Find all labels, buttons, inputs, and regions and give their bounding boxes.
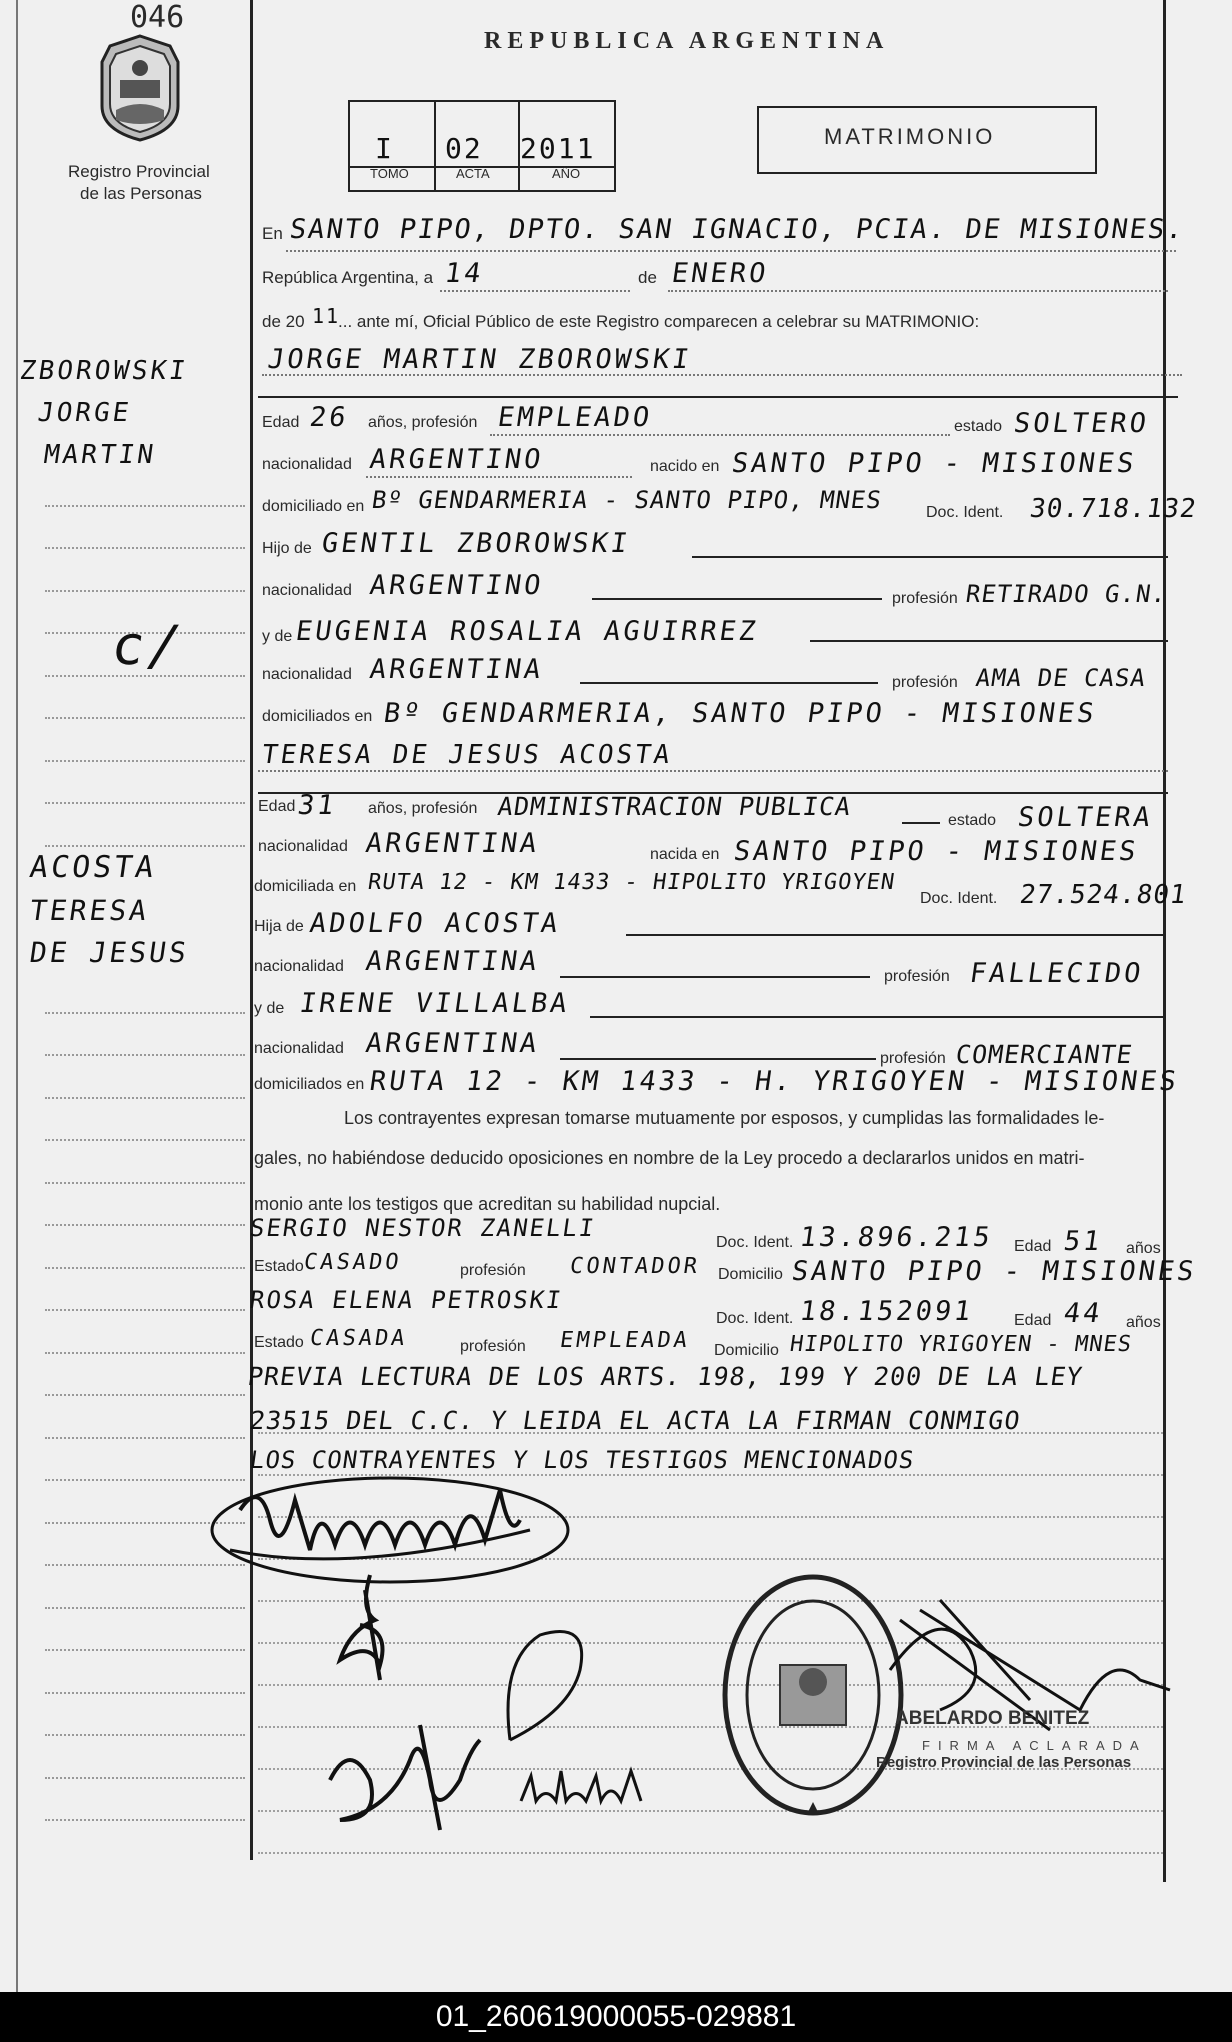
anio-value: 2011 bbox=[520, 132, 596, 165]
groom-nacionalidad-label: nacionalidad bbox=[262, 456, 352, 473]
bride-father-profesion: FALLECIDO bbox=[967, 958, 1146, 989]
groom-mother: EUGENIA ROSALIA AGUIRREZ bbox=[293, 616, 761, 647]
marriage-month: ENERO bbox=[669, 258, 771, 289]
witness-2-domicilio: HIPOLITO YRIGOYEN - MNES bbox=[788, 1332, 1134, 1357]
margin-groom-surname: ZBOROWSKI bbox=[17, 356, 190, 386]
marriage-day: 14 bbox=[442, 258, 486, 289]
groom-father-profesion: RETIRADO G.N. bbox=[964, 580, 1169, 608]
bride-parents-domicilio-label: domiciliados en bbox=[254, 1076, 365, 1093]
bride-doc-label: Doc. Ident. bbox=[920, 890, 998, 907]
witness-2-profesion-label: profesión bbox=[460, 1338, 526, 1355]
groom-mother-profesion-label: profesión bbox=[892, 674, 958, 691]
bride-mother-profesion-label: profesión bbox=[880, 1050, 946, 1067]
bride-estado: SOLTERA bbox=[1015, 802, 1155, 833]
groom-nacido-label: nacido en bbox=[650, 458, 720, 475]
bride-domicilio: RUTA 12 - KM 1433 - HIPOLITO YRIGOYEN bbox=[366, 870, 897, 895]
groom-edad: 26 bbox=[307, 402, 351, 433]
republica-label: República Argentina, a bbox=[262, 268, 434, 287]
witness-2-domicilio-label: Domicilio bbox=[714, 1342, 779, 1359]
place-of-marriage: SANTO PIPO, DPTO. SAN IGNACIO, PCIA. DE MISIONES. bbox=[287, 214, 1187, 245]
witness-1-estado-label: Estado bbox=[254, 1258, 304, 1275]
groom-mother-nacionalidad-label: nacionalidad bbox=[262, 666, 352, 683]
groom-anios-profesion-label: años, profesión bbox=[368, 414, 478, 431]
bride-father-nacionalidad-label: nacionalidad bbox=[254, 958, 344, 975]
witness-1-doc: 13.896.215 bbox=[797, 1222, 995, 1253]
witness-1-name: SERGIO NESTOR ZANELLI bbox=[248, 1214, 598, 1242]
witness-2-anios-label: años bbox=[1126, 1314, 1161, 1331]
groom-domicilio-label: domiciliado en bbox=[262, 498, 365, 515]
left-page-edge bbox=[16, 0, 18, 1992]
margin-groom-first-name: JORGE bbox=[35, 398, 134, 428]
witness-1-profesion-label: profesión bbox=[460, 1262, 526, 1279]
groom-estado: SOLTERO bbox=[1011, 408, 1151, 439]
bride-name: TERESA DE JESUS ACOSTA bbox=[259, 740, 675, 770]
declaration-line-2: gales, no habiéndose deducido oposiciones en nombre de la Ley procedo a declararlos unidos en matri- bbox=[254, 1148, 1085, 1168]
groom-father-profesion-label: profesión bbox=[892, 590, 958, 607]
bride-domicilio-label: domiciliada en bbox=[254, 878, 357, 895]
bride-mother: IRENE VILLALBA bbox=[297, 988, 572, 1019]
bride-mother-nacionalidad-label: nacionalidad bbox=[254, 1040, 344, 1057]
margin-bride-middle-name: DE JESUS bbox=[27, 936, 192, 969]
groom-parents-domicilio-label: domiciliados en bbox=[262, 708, 373, 725]
margin-groom-middle-name: MARTIN bbox=[41, 440, 159, 470]
year-suffix: 11 bbox=[312, 304, 341, 328]
witness-2-name: ROSA ELENA PETROSKI bbox=[248, 1286, 565, 1314]
bride-father-profesion-label: profesión bbox=[884, 968, 950, 985]
bride-mother-nacionalidad: ARGENTINA bbox=[363, 1028, 542, 1059]
witness-2-estado-label: Estado bbox=[254, 1334, 304, 1351]
groom-parents-domicilio: Bº GENDARMERIA, SANTO PIPO - MISIONES bbox=[381, 698, 1099, 729]
groom-nacido-en: SANTO PIPO - MISIONES bbox=[729, 448, 1139, 479]
anio-label: AÑO bbox=[552, 166, 581, 181]
bride-nacionalidad-label: nacionalidad bbox=[258, 838, 348, 855]
groom-mother-profesion: AMA DE CASA bbox=[974, 664, 1148, 692]
groom-yde-label: y de bbox=[262, 628, 293, 645]
registry-name-line-1: Registro Provincial bbox=[68, 162, 210, 181]
bride-mother-profesion: COMERCIANTE bbox=[953, 1040, 1135, 1069]
official-registry: Registro Provincial de las Personas bbox=[876, 1754, 1132, 1771]
witness-1-doc-label: Doc. Ident. bbox=[716, 1234, 794, 1251]
bride-estado-label: estado bbox=[948, 812, 997, 829]
en-label: En bbox=[262, 224, 283, 243]
groom-doc-label: Doc. Ident. bbox=[926, 504, 1004, 521]
bride-edad-label: Edad bbox=[258, 798, 296, 815]
groom-hijo-label: Hijo de bbox=[262, 540, 312, 557]
witness-2-estado: CASADA bbox=[308, 1326, 410, 1351]
bride-doc: 27.524.801 bbox=[1017, 880, 1189, 910]
margin-bride-first-name: TERESA bbox=[27, 894, 152, 927]
scan-identifier: 01_260619000055-029881 bbox=[0, 1992, 1232, 2042]
groom-father-nacionalidad: ARGENTINO bbox=[367, 570, 546, 601]
groom-father-nacionalidad-label: nacionalidad bbox=[262, 582, 352, 599]
groom-doc: 30.718.132 bbox=[1027, 494, 1199, 524]
declaration-line-3: monio ante los testigos que acreditan su habilidad nupcial. bbox=[254, 1194, 721, 1214]
witness-1-signature bbox=[320, 1720, 490, 1840]
witness-2-edad: 44 bbox=[1061, 1298, 1105, 1329]
declaration-line-1: Los contrayentes expresan tomarse mutuamente por esposos, y cumplidas las formalidades le- bbox=[344, 1108, 1105, 1128]
registry-name-line-2: de las Personas bbox=[80, 184, 202, 203]
bride-signature bbox=[320, 1570, 420, 1690]
groom-domicilio: Bº GENDARMERIA - SANTO PIPO, MNES bbox=[370, 486, 884, 514]
tomo-value: I bbox=[375, 132, 394, 165]
margin-con-mark: c/ bbox=[107, 614, 188, 677]
bride-edad: 31 bbox=[295, 790, 339, 821]
act-type: MATRIMONIO bbox=[824, 124, 996, 149]
groom-profesion: EMPLEADO bbox=[495, 402, 655, 433]
witness-2-edad-label: Edad bbox=[1014, 1312, 1052, 1329]
bride-hija-label: Hija de bbox=[254, 918, 304, 935]
bride-profesion: ADMINISTRACION PUBLICA bbox=[495, 792, 854, 821]
groom-nacionalidad: ARGENTINO bbox=[367, 444, 546, 475]
witness-1-domicilio: SANTO PIPO - MISIONES bbox=[789, 1256, 1199, 1287]
groom-name: JORGE MARTIN ZBOROWSKI bbox=[265, 344, 694, 375]
official-firma-aclarada: FIRMA ACLARADA bbox=[922, 1738, 1147, 1753]
bride-nacida-en: SANTO PIPO - MISIONES bbox=[731, 836, 1141, 867]
groom-estado-label: estado bbox=[954, 418, 1003, 435]
closing-line-1: PREVIA LECTURA DE LOS ARTS. 198, 199 Y 200 DE LA LEY bbox=[245, 1362, 1085, 1391]
closing-line-2: 23515 DEL C.C. Y LEIDA EL ACTA LA FIRMAN CONMIGO bbox=[247, 1406, 1023, 1435]
document-serial: 046 bbox=[130, 0, 185, 35]
closing-line-3: LOS CONTRAYENTES Y LOS TESTIGOS MENCIONADOS bbox=[248, 1446, 917, 1474]
groom-father: GENTIL ZBOROWSKI bbox=[319, 528, 633, 559]
bride-nacionalidad: ARGENTINA bbox=[363, 828, 542, 859]
witness-1-edad: 51 bbox=[1061, 1226, 1105, 1257]
bride-father-nacionalidad: ARGENTINA bbox=[363, 946, 542, 977]
bride-father: ADOLFO ACOSTA bbox=[307, 908, 563, 939]
witness-signature-loop bbox=[500, 1620, 600, 1750]
bride-yde-label: y de bbox=[254, 1000, 285, 1017]
de-label: de bbox=[638, 268, 657, 287]
witness-1-profesion: CONTADOR bbox=[568, 1254, 702, 1279]
groom-edad-label: Edad bbox=[262, 414, 300, 431]
witness-2-profesion: EMPLEADA bbox=[558, 1328, 692, 1353]
official-name: ABELARDO BENITEZ bbox=[895, 1708, 1090, 1729]
witness-2-doc-label: Doc. Ident. bbox=[716, 1310, 794, 1327]
tomo-label: TOMO bbox=[370, 166, 409, 181]
country-heading: REPUBLICA ARGENTINA bbox=[484, 28, 890, 54]
margin-bride-surname: ACOSTA bbox=[27, 850, 159, 885]
bride-parents-domicilio: RUTA 12 - KM 1433 - H. YRIGOYEN - MISIONES bbox=[367, 1066, 1181, 1097]
acta-value: 02 bbox=[445, 132, 483, 165]
witness-2-signature bbox=[516, 1756, 646, 1816]
acta-label: ACTA bbox=[456, 166, 490, 181]
witness-2-doc: 18.152091 bbox=[797, 1296, 976, 1327]
witness-1-anios-label: años bbox=[1126, 1240, 1161, 1257]
bride-nacida-label: nacida en bbox=[650, 846, 720, 863]
witness-1-estado: CASADO bbox=[302, 1250, 404, 1275]
bride-anios-profesion-label: años, profesión bbox=[368, 800, 478, 817]
comparecen-text: ... ante mí, Oficial Público de este Registro comparecen a celebrar su MATRIMONIO: bbox=[338, 312, 980, 331]
provincial-seal bbox=[92, 32, 188, 144]
year-prefix: de 20 bbox=[262, 312, 305, 331]
witness-1-domicilio-label: Domicilio bbox=[718, 1266, 783, 1283]
groom-mother-nacionalidad: ARGENTINA bbox=[367, 654, 546, 685]
witness-1-edad-label: Edad bbox=[1014, 1238, 1052, 1255]
